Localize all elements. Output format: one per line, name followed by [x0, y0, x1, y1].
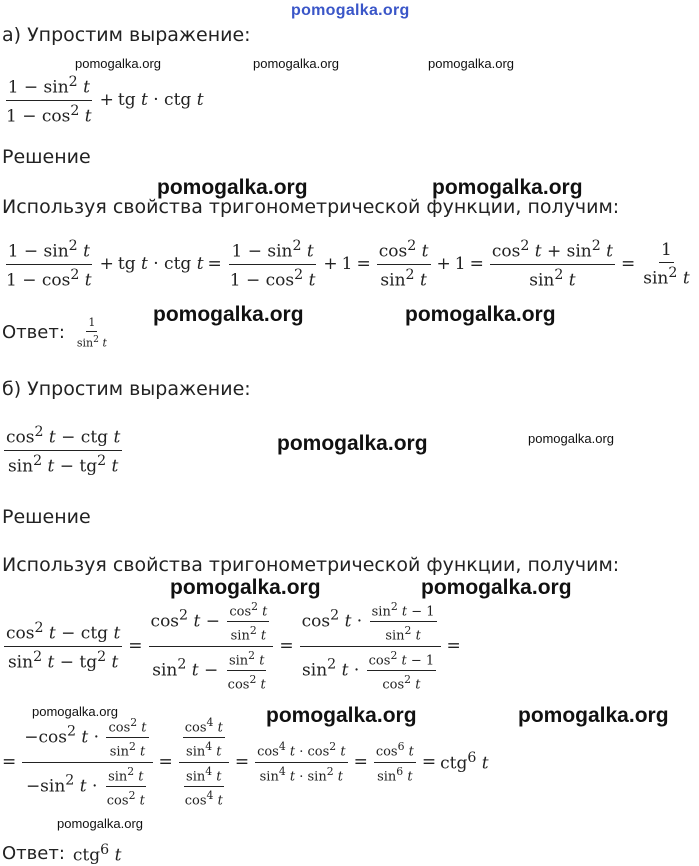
watermark: pomogalka.org [428, 56, 514, 71]
watermark: pomogalka.org [75, 56, 161, 71]
top-watermark: pomogalka.org [291, 2, 410, 19]
watermark: pomogalka.org [57, 816, 143, 831]
watermark: pomogalka.org [157, 176, 308, 199]
part-b-answer: Ответ: ctg$^6$ t [2, 842, 122, 866]
part-b-heading: б) Упростим выражение: [2, 378, 251, 400]
answer-label: Ответ: [2, 322, 65, 344]
watermark: pomogalka.org [528, 431, 614, 446]
watermark: pomogalka.org [518, 704, 669, 727]
part-a-solution-label: Решение [2, 146, 91, 168]
watermark: pomogalka.org [32, 704, 118, 719]
part-a-method-text: Используя свойства тригонометрической функции, получим: [2, 196, 620, 218]
part-b-solution-line-2: = $-\cos^2$ t · $\frac{\cos^2 t}{\sin^2 t}$ $-\sin^2$ t · $\frac{\sin^2 t}{\cos^2 t}$ = $\frac{\frac{\cos^4 t}{\sin^4 t}}{\frac{\sin^4 t}{\cos^4 t}}$ = $\frac{\cos^4 t \cdot \cos^2 t}{\sin^4 t \cdot \sin^2 t}$ = $\frac{\cos^6 t}{\sin^6 t}$ = ctg$^6$ t [2, 716, 489, 809]
part-b-solution-line-1: $\frac{\cos^2 t - ctg t}{\sin^2 t - tg^2 t}$ = $\cos^2 t$ − $\frac{\cos^2 t}{\sin^2 t}$ $\sin^2 t$ − $\frac{\sin^2 t}{\cos^2 t}$ = $\cos^2 t$ · $\frac{\sin^2 t - 1}{\sin^2 t}$ $\sin^2 t$ · $\frac{\cos^2 t - 1}{\cos^2 t}$ = [6, 600, 461, 693]
watermark: pomogalka.org [432, 176, 583, 199]
part-b-solution-label: Решение [2, 506, 91, 528]
watermark: pomogalka.org [170, 576, 321, 599]
part-a-answer: Ответ: $\frac{1}{\sin^2 t}$ [2, 316, 107, 350]
watermark: pomogalka.org [405, 303, 556, 326]
part-b-method-text: Используя свойства тригонометрической функции, получим: [2, 554, 620, 576]
watermark: pomogalka.org [253, 56, 339, 71]
answer-label: Ответ: [2, 843, 65, 865]
watermark: pomogalka.org [153, 303, 304, 326]
watermark: pomogalka.org [277, 432, 428, 455]
part-a-expression: $\frac{1 - \sin^2 t}{1 - \cos^2 t}$ + tg t · ctg t [6, 74, 204, 127]
watermark: pomogalka.org [421, 576, 572, 599]
part-a-solution-chain: $\frac{1 - \sin^2 t}{1 - \cos^2 t}$ + tg t · ctg t = $\frac{1 - \sin^2 t}{1 - \cos^2 t}$ + 1 = $\frac{\cos^2 t}{\sin^2 t}$ + 1 = $\frac{\cos^2 t + \sin^2 t}{\sin^2 t}$ = $\frac{1}{\sin^2 t}$ [6, 238, 690, 291]
watermark: pomogalka.org [266, 704, 417, 727]
part-b-expression: $\frac{\cos^2 t - ctg t}{\sin^2 t - tg^2 t}$ [6, 424, 121, 477]
part-a-heading: а) Упростим выражение: [2, 24, 251, 46]
